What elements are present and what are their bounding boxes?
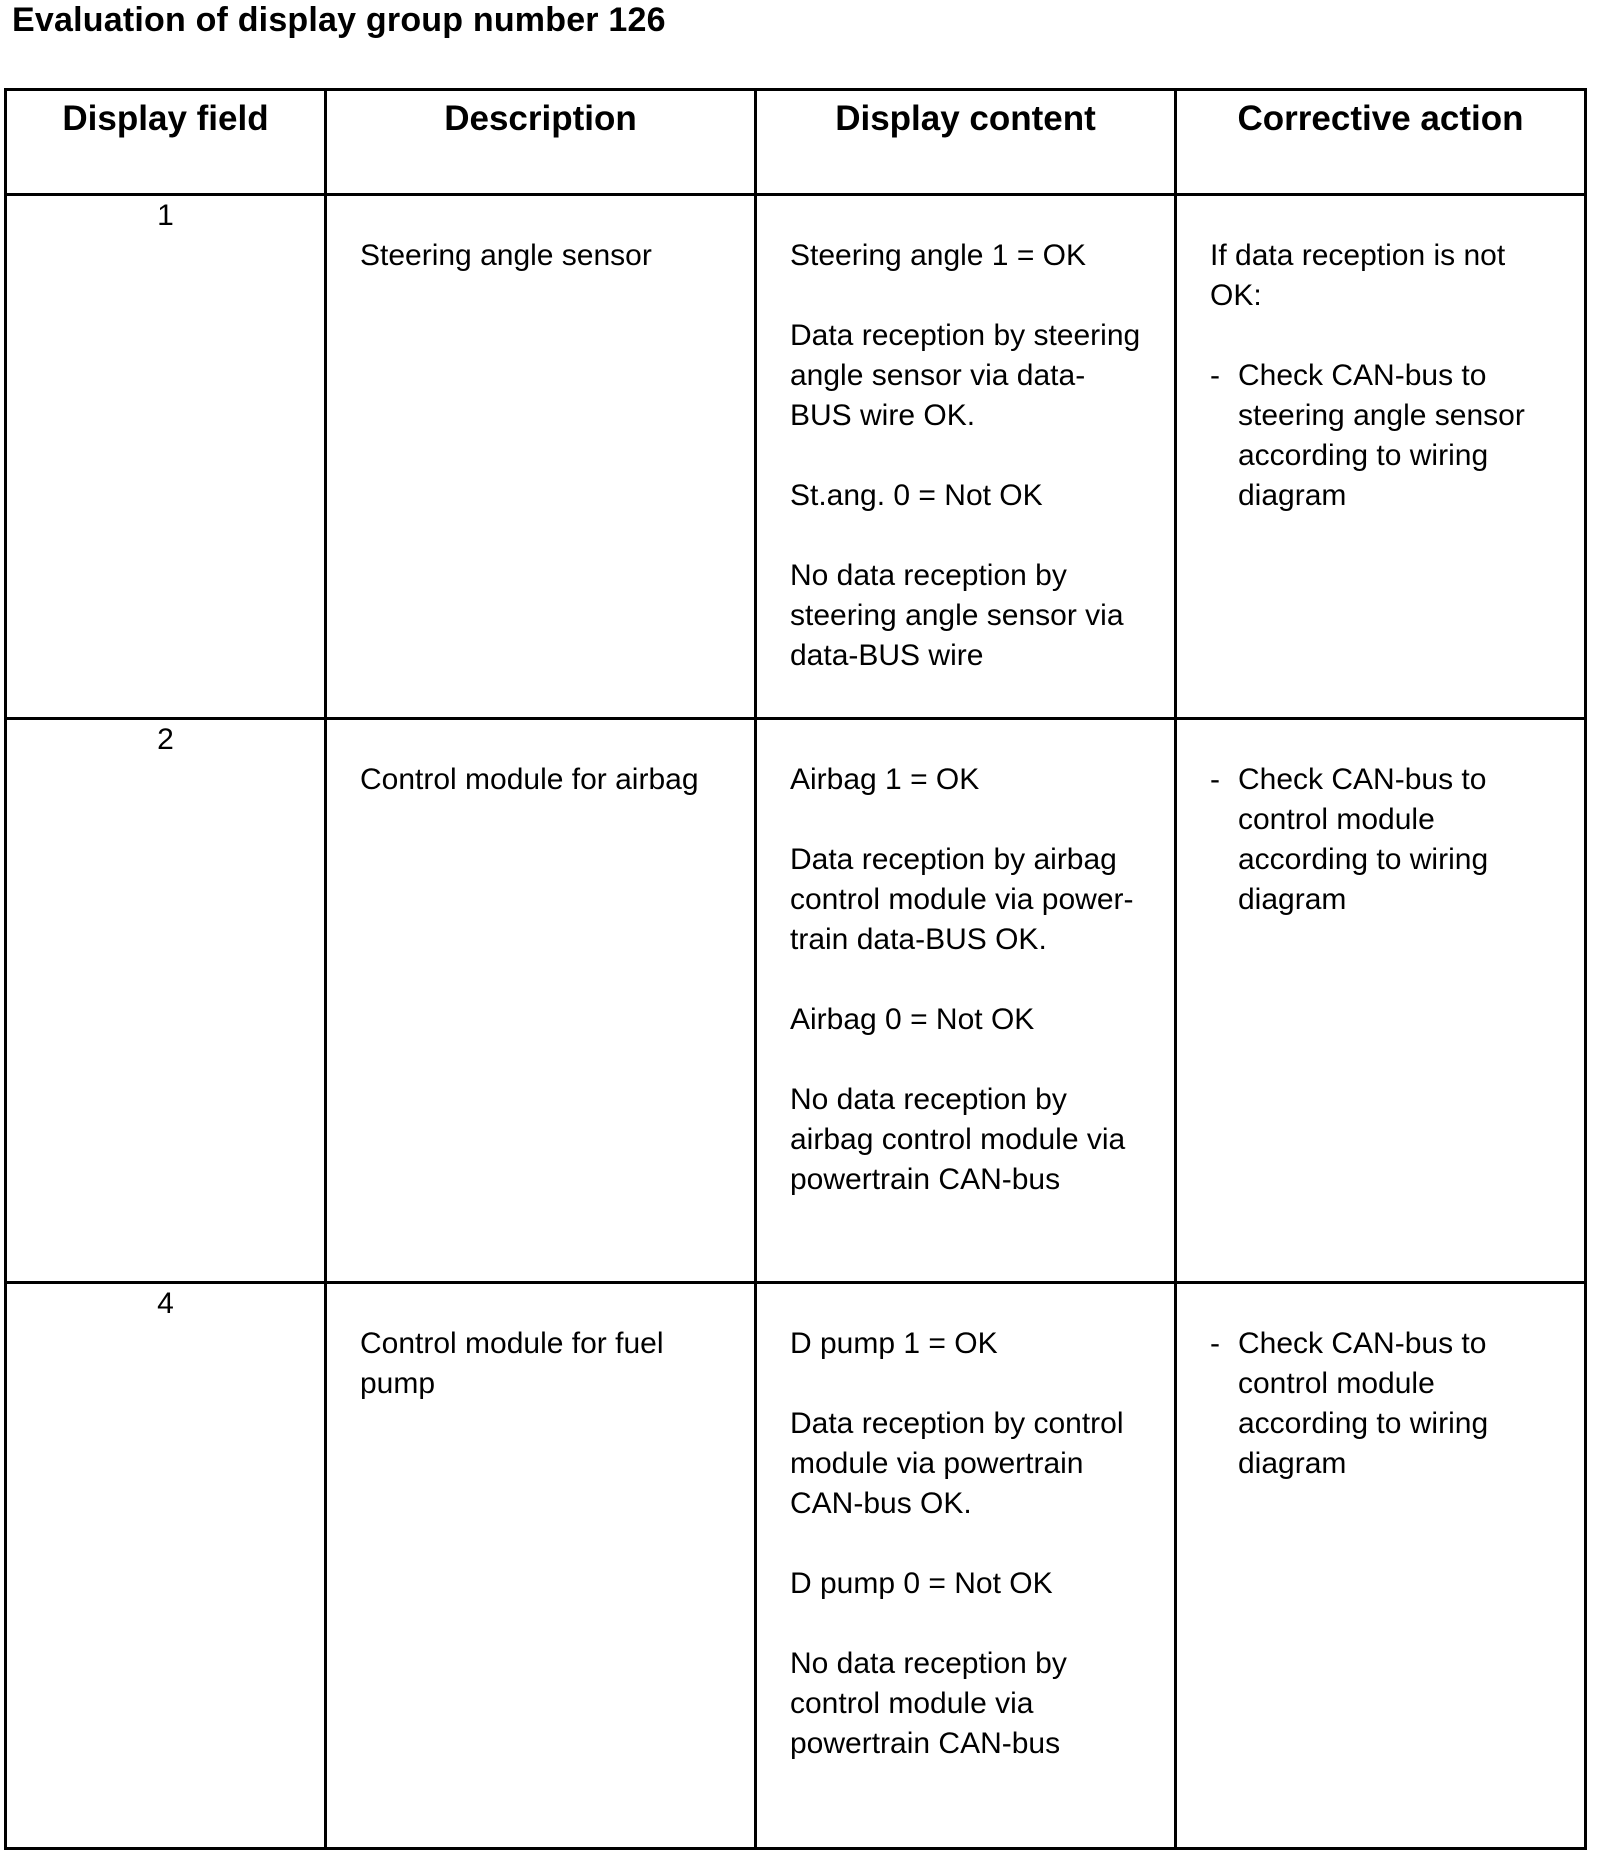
- list-dash-marker: -: [1210, 763, 1220, 796]
- action-item-text: Check CAN-bus to control module according to wiring diagram: [1238, 763, 1489, 916]
- display-content-cell: [756, 195, 1176, 719]
- header-display-field: Display field: [6, 90, 326, 195]
- content-not-ok-explanation: No data reception by control module via powertrain CAN-bus: [790, 1647, 1067, 1760]
- content-status-ok: Steering angle 1 = OK: [790, 239, 1087, 272]
- content-status-ok: D pump 1 = OK: [790, 1327, 998, 1360]
- table-row: [6, 1283, 1586, 1849]
- list-dash-marker: -: [1210, 359, 1220, 392]
- display-content-cell: [756, 719, 1176, 1283]
- action-list: [1210, 356, 1556, 516]
- content-not-ok-explanation: No data reception by airbag control module via powertrain CAN-bus: [790, 1083, 1126, 1196]
- corrective-action-cell: [1176, 719, 1586, 1283]
- description-cell: [326, 195, 756, 719]
- description-text: Control module for airbag: [360, 763, 699, 796]
- action-list: [1210, 760, 1556, 920]
- display-field-cell: 4: [6, 1283, 326, 1849]
- action-item: [1210, 1324, 1556, 1484]
- document-title: Evaluation of display group number 126: [12, 1, 666, 39]
- action-list: [1210, 1324, 1556, 1484]
- description-text: Control module for fuel pump: [360, 1327, 664, 1400]
- content-ok-explanation: Data reception by control module via powertrain CAN-bus OK.: [790, 1407, 1124, 1520]
- list-dash-marker: -: [1210, 1327, 1220, 1360]
- content-ok-explanation: Data reception by steering angle sensor via data-BUS wire OK.: [790, 319, 1141, 432]
- header-corrective-action: Corrective action: [1176, 90, 1586, 195]
- action-item: [1210, 760, 1556, 920]
- display-field-cell: 1: [6, 195, 326, 719]
- table-row: [6, 195, 1586, 719]
- display-content-cell: [756, 1283, 1176, 1849]
- corrective-action-cell: [1176, 1283, 1586, 1849]
- header-display-content: Display content: [756, 90, 1176, 195]
- table-header-row: [6, 90, 1586, 195]
- display-field-cell: 2: [6, 719, 326, 1283]
- corrective-action-cell: [1176, 195, 1586, 719]
- header-description: Description: [326, 90, 756, 195]
- description-text: Steering angle sensor: [360, 239, 652, 272]
- action-intro: If data reception is not OK:: [1210, 239, 1506, 312]
- content-status-not-ok: St.ang. 0 = Not OK: [790, 479, 1043, 512]
- description-cell: [326, 719, 756, 1283]
- action-item: [1210, 356, 1556, 516]
- description-cell: [326, 1283, 756, 1849]
- action-item-text: Check CAN-bus to steering angle sensor according to wiring diagram: [1238, 359, 1525, 512]
- evaluation-table: [4, 88, 1587, 1850]
- table-row: [6, 719, 1586, 1283]
- content-status-not-ok: Airbag 0 = Not OK: [790, 1003, 1035, 1036]
- action-item-text: Check CAN-bus to control module according to wiring diagram: [1238, 1327, 1489, 1480]
- content-status-ok: Airbag 1 = OK: [790, 763, 980, 796]
- content-not-ok-explanation: No data reception by steering angle sensor via data-BUS wire: [790, 559, 1124, 672]
- content-status-not-ok: D pump 0 = Not OK: [790, 1567, 1053, 1600]
- content-ok-explanation: Data reception by airbag control module via power-train data-BUS OK.: [790, 843, 1134, 956]
